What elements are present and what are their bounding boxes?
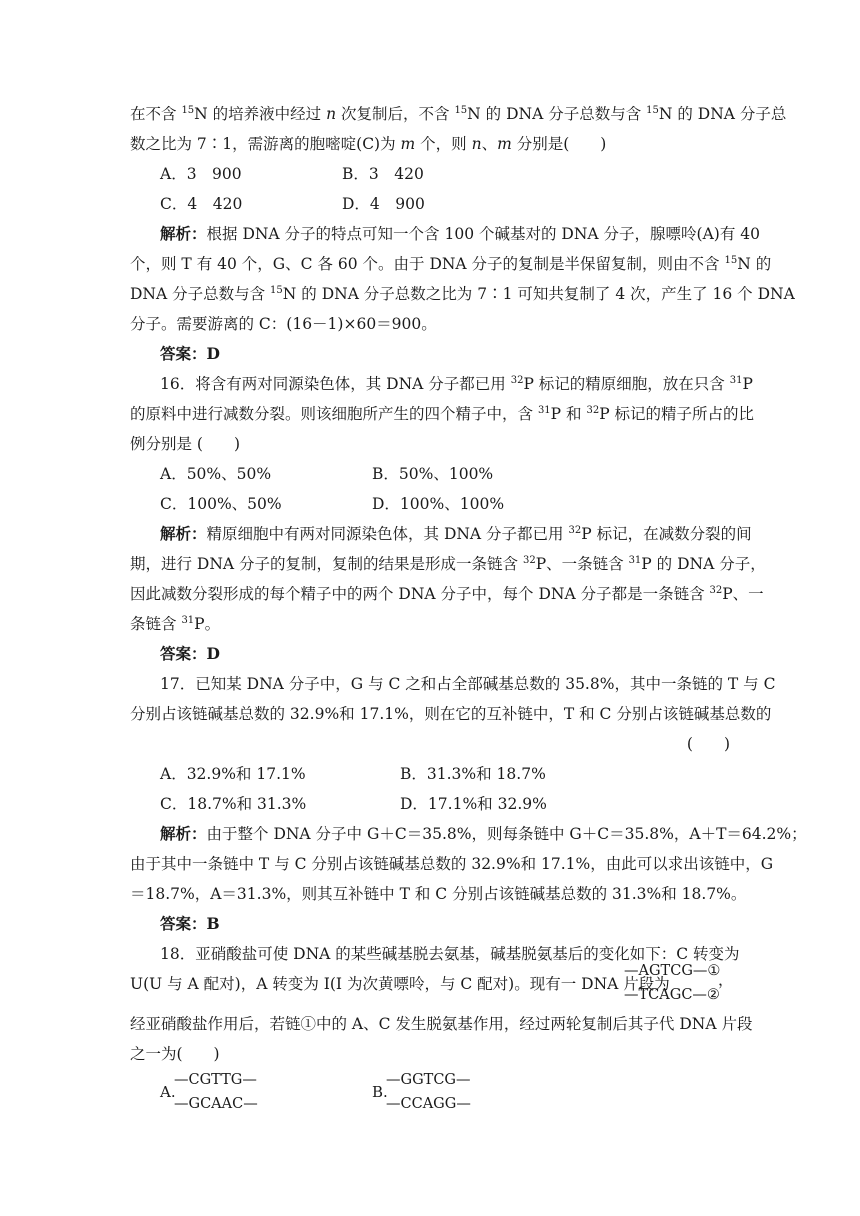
q16-explanation-line-2: 期，进行 DNA 分子的复制，复制的结果是形成一条链含 $^{32}$P、一条链含 $^{31}$P 的 DNA 分子，	[130, 555, 766, 573]
q15-explanation-line-1: 解析：根据 DNA 分子的特点可知一个含 100 个碱基对的 DNA 分子，腺嘌呤(A)有 40	[160, 224, 760, 243]
q17-explanation-line-1: 解析：由于整个 DNA 分子中 G＋C＝35.8%，则每条链中 G＋C＝35.8%，A＋T＝64.2%；	[160, 824, 807, 843]
q16-answer: 答案：D	[160, 644, 220, 663]
q18-comma: ，	[718, 971, 734, 989]
q15-stem-line-2: 数之比为 7∶1，需游离的胞嘧啶(C)为 m 个，则 n、m 分别是( )	[130, 135, 607, 153]
q16-explanation-line-4: 条链含 $^{31}$P。	[130, 615, 221, 633]
q16-stem-line-2: 的原料中进行减数分裂。则该细胞所产生的四个精子中，含 $^{31}$P 和 $^{32}$P 标记的精子所占的比	[130, 405, 755, 423]
q17-option-d: D．17.1%和 32.9%	[400, 795, 547, 813]
q18-stem-line-2: U(U 与 A 配对)，A 转变为 I(I 为次黄嘌呤，与 C 配对)。现有一 DNA 片段为	[130, 975, 670, 993]
q18-option-b-bottom-strand: —CCAGG—	[386, 1096, 471, 1112]
q15-answer: 答案：D	[160, 344, 220, 363]
q15-option-a: A．3 900	[160, 165, 242, 183]
q18-option-a-label: A.	[160, 1083, 176, 1101]
q16-option-c: C．100%、50%	[160, 495, 282, 513]
q16-option-d: D．100%、100%	[372, 495, 505, 513]
q17-answer: 答案：B	[160, 914, 220, 933]
q17-answer-paren: ( )	[686, 735, 730, 753]
q16-stem-line-1: 16．将含有两对同源染色体，其 DNA 分子都已用 $^{32}$P 标记的精原细胞，放在只含 $^{31}$P	[160, 375, 753, 393]
q17-option-c: C．18.7%和 31.3%	[160, 795, 307, 813]
q15-stem-line-1: 在不含 $^{15}$N 的培养液中经过 n 次复制后，不含 $^{15}$N 的 DNA 分子总数与含 $^{15}$N 的 DNA 分子总	[130, 105, 787, 123]
q16-option-a: A．50%、50%	[160, 465, 272, 483]
q17-explanation-line-2: 由于其中一条链中 T 与 C 分别占该链碱基总数的 32.9%和 17.1%，由此可以求出该链中，G	[130, 855, 774, 873]
q15-option-b: B．3 420	[342, 165, 424, 183]
q17-option-b: B．31.3%和 18.7%	[400, 765, 546, 783]
q18-stem-line-4: 之一为( )	[130, 1045, 220, 1063]
q17-explanation-line-3: ＝18.7%，A＝31.3%，则其互补链中 T 和 C 分别占该链碱基总数的 31.3%和 18.7%。	[130, 885, 747, 903]
q16-option-b: B．50%、100%	[372, 465, 494, 483]
q16-explanation-line-1: 解析：精原细胞中有两对同源染色体，其 DNA 分子都已用 $^{32}$P 标记，在减数分裂的间	[160, 524, 752, 543]
q16-stem-line-3: 例分别是 ( )	[130, 435, 241, 453]
q15-option-d: D．4 900	[342, 195, 425, 213]
q18-option-a-bottom-strand: —GCAAC—	[174, 1096, 258, 1112]
q16-explanation-line-3: 因此减数分裂形成的每个精子中的两个 DNA 分子中，每个 DNA 分子都是一条链含 $^{32}$P、一	[130, 585, 764, 603]
q15-option-c: C．4 420	[160, 195, 243, 213]
q17-option-a: A．32.9%和 17.1%	[160, 765, 306, 783]
q18-option-b-top-strand: —GGTCG—	[386, 1072, 471, 1088]
q18-option-b-label: B.	[372, 1083, 388, 1101]
q18-stem-line-3: 经亚硝酸盐作用后，若链①中的 A、C 发生脱氨基作用，经过两轮复制后其子代 DNA 片段	[130, 1015, 753, 1033]
q17-stem-line-1: 17．已知某 DNA 分子中，G 与 C 之和占全部碱基总数的 35.8%，其中一条链的 T 与 C	[160, 675, 776, 693]
q17-stem-line-2: 分别占该链碱基总数的 32.9%和 17.1%，则在它的互补链中，T 和 C 分别占该链碱基总数的	[130, 705, 772, 723]
q18-dna-strand-2: —TCAGC—②	[624, 987, 720, 1003]
q18-stem-line-1: 18．亚硝酸盐可使 DNA 的某些碱基脱去氨基，碱基脱氨基后的变化如下：C 转变为	[160, 945, 740, 963]
q18-dna-strand-1: —AGTCG—①	[624, 963, 721, 979]
q18-option-a-top-strand: —CGTTG—	[174, 1072, 257, 1088]
q15-explanation-line-3: DNA 分子总数与含 $^{15}$N 的 DNA 分子总数之比为 7∶1 可知共复制了 4 次，产生了 16 个 DNA	[130, 285, 795, 303]
q15-explanation-line-4: 分子。需要游离的 C：(16－1)×60＝900。	[130, 315, 437, 333]
q15-explanation-line-2: 个，则 T 有 40 个，G、C 各 60 个。由于 DNA 分子的复制是半保留复制，则由不含 $^{15}$N 的	[130, 255, 772, 273]
